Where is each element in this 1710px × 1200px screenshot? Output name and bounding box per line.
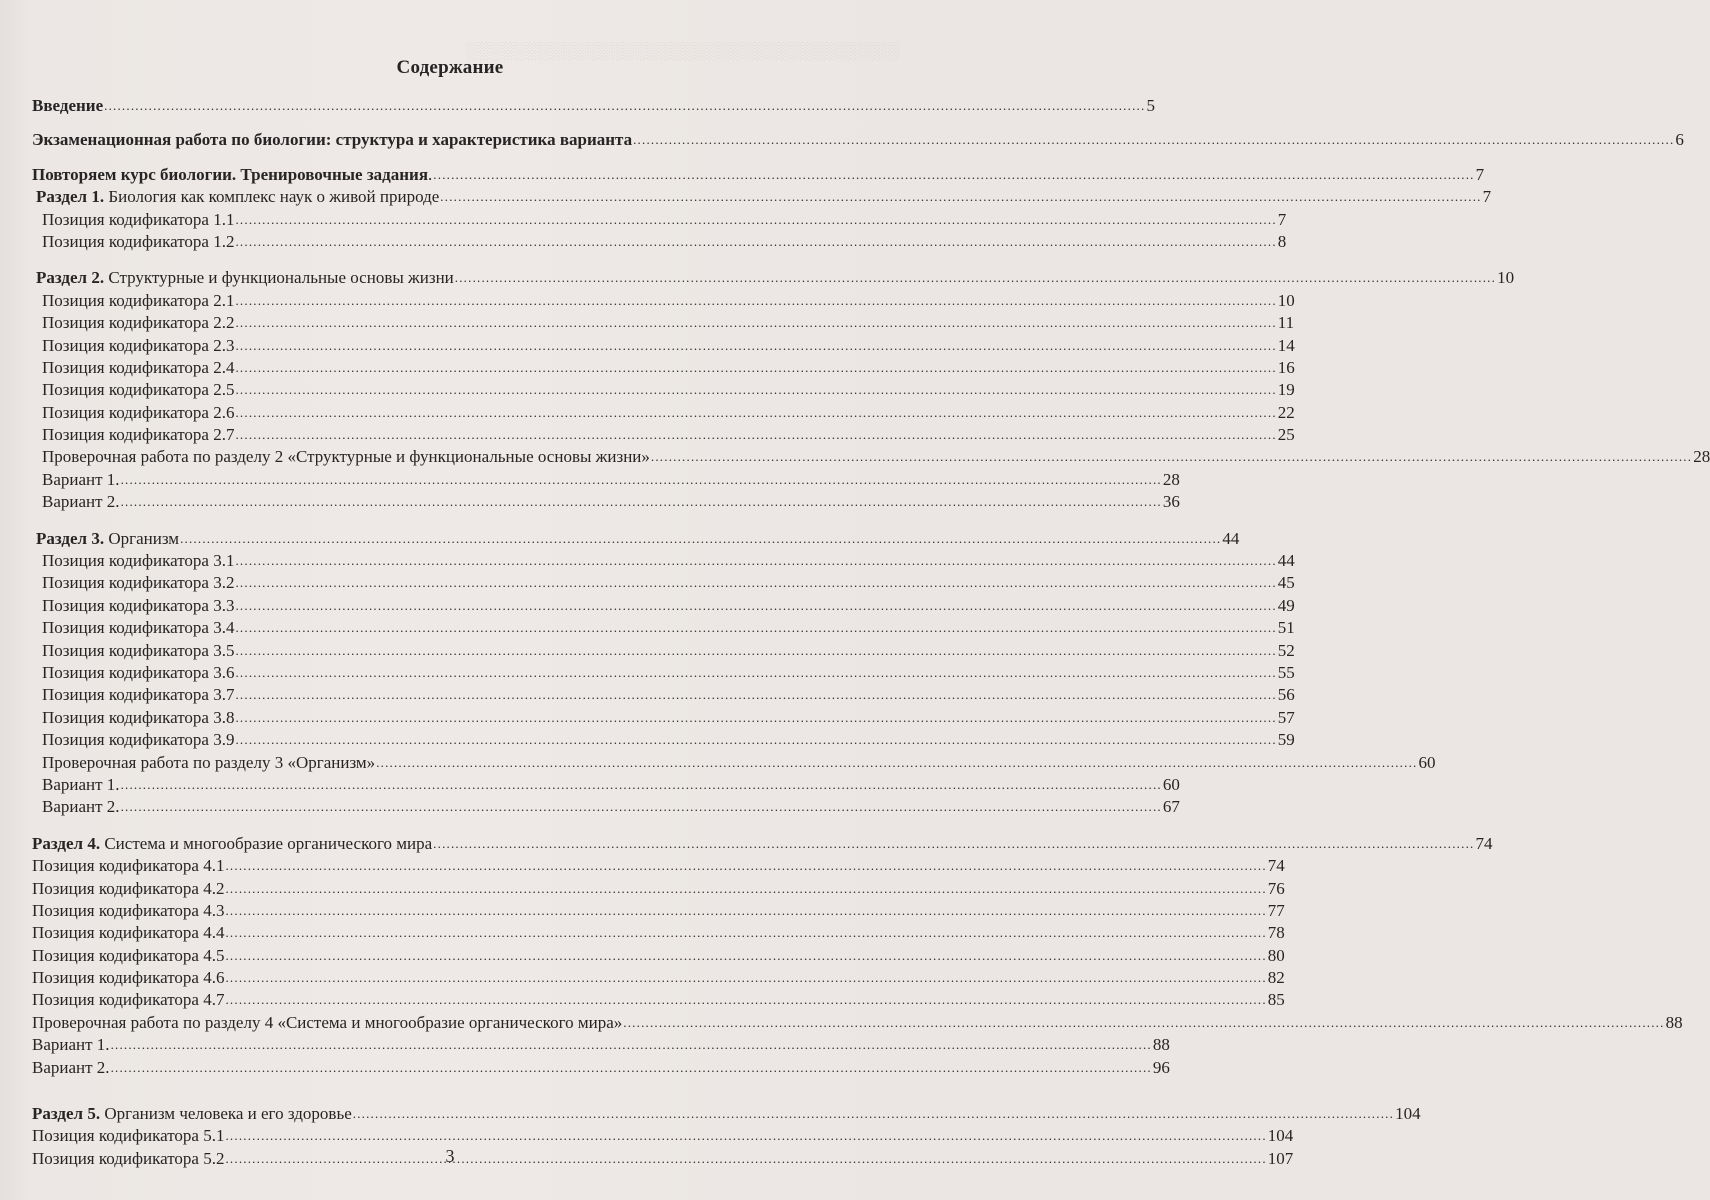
table-of-contents [32,96,1710,1171]
toc-item-label: Позиция кодификатора 3.2 [42,573,235,593]
toc-page-number: 25 [1277,425,1295,445]
section-title: Структурные и функциональные основы жизни [104,268,454,288]
toc-page-number: 85 [1267,990,1285,1010]
leader-dots [104,98,1145,114]
leader-dots [651,449,1692,465]
toc-item-label: Позиция кодификатора 1.2 [42,231,235,251]
toc-item[interactable] [32,290,1295,313]
toc-item[interactable] [32,595,1295,618]
toc-entry-introduction[interactable] [32,96,1155,118]
leader-dots [433,836,1474,852]
toc-item-label: Позиция кодификатора 3.9 [42,730,235,750]
toc-page-number: 6 [1675,130,1684,150]
toc-section-4[interactable] [32,833,1493,856]
toc-page-number: 5 [1146,96,1155,115]
leader-dots [235,575,1276,591]
toc-item[interactable] [32,900,1285,923]
toc-entry-exam-structure[interactable] [32,130,1684,152]
leader-dots [111,1037,1152,1053]
toc-page-number: 7 [1475,164,1485,184]
toc-item-label: Позиция кодификатора 4.3 [32,900,225,920]
toc-page-number: 10 [1277,290,1295,310]
toc-item-label: Вариант 2. [32,1057,110,1077]
leader-dots [111,1060,1152,1076]
toc-page-number: 7 [1277,209,1287,229]
toc-item-label: Позиция кодификатора 3.8 [42,707,235,727]
leader-dots [121,799,1162,815]
toc-item-label: Вариант 1. [42,774,120,794]
section-title: Организм человека и его здоровье [100,1104,352,1124]
toc-item-label: Позиция кодификатора 4.2 [32,878,225,898]
toc-item-label: Позиция кодификатора 3.7 [42,685,235,705]
toc-page-number: 10 [1497,268,1515,288]
toc-page-number: 76 [1267,878,1285,898]
toc-item[interactable] [32,492,1180,514]
leader-dots [225,903,1266,919]
leader-dots [235,405,1276,421]
toc-entry-label: Введение [32,96,104,115]
toc-page-number: 88 [1152,1035,1170,1055]
toc-page-number: 44 [1222,528,1240,548]
reverse-side-bleed-through: ░░░░░░░░░░░░░░░░░░░░░░░░░░░░░░░░░░░░ [466,41,900,60]
toc-item-label: Позиция кодификатора 4.5 [32,945,225,965]
toc-page-number: 60 [1418,752,1436,772]
leader-dots [225,858,1266,874]
toc-item[interactable] [32,335,1295,358]
toc-section-5[interactable] [32,1104,1421,1126]
toc-item-label: Вариант 1. [42,469,120,489]
toc-entry-label: Экзаменационная работа по биологии: структура и характеристика варианта [32,130,633,150]
toc-item-label: Позиция кодификатора 4.1 [32,856,225,876]
toc-page-number: 11 [1277,313,1295,333]
toc-page-number: 19 [1277,380,1295,400]
section-title: Биология как комплекс наук о живой природе [104,187,440,207]
toc-item-label: Позиция кодификатора 3.6 [42,662,235,682]
leader-dots [235,315,1276,331]
toc-item-label: Проверочная работа по разделу 2 «Структурные и функциональные основы жизни» [42,447,650,467]
leader-dots [376,755,1417,771]
toc-item-label: Позиция кодификатора 4.6 [32,968,225,988]
section-number: Раздел 3. [36,528,105,548]
toc-item[interactable] [32,797,1180,819]
toc-item[interactable] [32,313,1295,335]
toc-item[interactable] [32,380,1295,402]
section-title: Система и многообразие органического мира [100,833,433,853]
leader-dots [235,732,1276,748]
toc-page-number: 28 [1693,447,1710,467]
toc-page-number: 88 [1665,1012,1683,1032]
toc-item[interactable] [32,774,1180,797]
toc-page-number: 28 [1162,469,1180,489]
toc-item-label: Позиция кодификатора 5.1 [32,1126,225,1146]
leader-dots [433,167,1474,183]
leader-dots [121,494,1162,510]
toc-page-number: 44 [1277,551,1295,571]
leader-dots [225,881,1266,897]
toc-page-number: 36 [1162,492,1180,512]
toc-page-number: 80 [1267,945,1285,965]
toc-page-number: 107 [1267,1148,1294,1168]
toc-item[interactable] [32,357,1295,380]
leader-dots [235,687,1276,703]
leader-dots [235,382,1276,398]
toc-page-number: 55 [1277,662,1295,682]
toc-entry-label: Повторяем курс биологии. Тренировочные задания [32,164,429,184]
toc-item[interactable] [32,469,1180,492]
toc-item[interactable] [32,1035,1170,1057]
toc-page-number: 59 [1277,730,1295,750]
toc-page-number: 51 [1277,618,1295,638]
toc-page-number: 82 [1267,968,1285,988]
toc-page-number: 7 [1482,187,1492,207]
toc-item[interactable] [32,968,1285,990]
leader-dots [235,427,1276,443]
toc-item[interactable] [32,618,1295,640]
toc-item[interactable] [32,1012,1683,1035]
toc-item-label: Позиция кодификатора 2.1 [42,290,235,310]
section-number: Раздел 2. [36,268,105,288]
toc-page-number: 45 [1277,573,1295,593]
toc-page-number: 77 [1267,900,1285,920]
toc-page-number: 22 [1277,402,1295,422]
toc-entry-training-tasks[interactable] [32,164,1485,187]
toc-item[interactable] [32,707,1295,730]
toc-item-label: Позиция кодификатора 5.2 [32,1148,225,1168]
leader-dots [225,1128,1266,1144]
section-title: Организм [104,528,180,548]
section-number: Раздел 1. [36,187,105,207]
toc-item[interactable] [32,231,1287,254]
toc-page-number: 74 [1475,833,1493,853]
toc-item[interactable] [32,752,1436,775]
section-number: Раздел 5. [32,1104,101,1124]
toc-item-label: Вариант 2. [42,797,120,817]
leader-dots [353,1106,1394,1122]
toc-item[interactable] [32,402,1295,425]
page-title: Содержание [396,57,504,78]
leader-dots [235,212,1276,228]
toc-page-number: 78 [1267,923,1285,943]
toc-page-number: 96 [1152,1057,1170,1077]
toc-section-1[interactable] [32,187,1492,209]
toc-page-number: 60 [1162,774,1180,794]
toc-section-3[interactable] [32,528,1240,551]
toc-item-label: Позиция кодификатора 3.4 [42,618,235,638]
toc-page-number: 104 [1395,1104,1421,1124]
toc-page-number: 8 [1277,231,1287,251]
leader-dots [633,132,1674,148]
section-number: Раздел 4. [32,833,101,853]
leader-dots [225,970,1266,986]
toc-page-number: 16 [1277,357,1295,377]
toc-item[interactable] [32,662,1295,685]
leader-dots [440,189,1481,205]
toc-page-number: 56 [1277,685,1295,705]
toc-item-label: Вариант 1. [32,1035,110,1055]
toc-item-label: Позиция кодификатора 3.1 [42,551,235,571]
leader-dots [180,531,1221,547]
toc-item-label: Проверочная работа по разделу 3 «Организм» [42,752,376,772]
leader-dots [235,338,1276,354]
toc-item-label: Вариант 2. [42,492,120,512]
toc-item[interactable] [32,447,1710,469]
toc-item-label: Позиция кодификатора 2.2 [42,313,235,333]
leader-dots [235,553,1276,569]
leader-dots [235,665,1276,681]
leader-dots [235,710,1276,726]
toc-item[interactable] [32,573,1295,595]
toc-item[interactable] [32,945,1285,968]
toc-page-number: 74 [1267,856,1285,876]
toc-item-label: Позиция кодификатора 2.5 [42,380,235,400]
leader-dots [235,293,1276,309]
toc-page-number: 57 [1277,707,1295,727]
toc-item-label: Позиция кодификатора 4.7 [32,990,225,1010]
toc-item-label: Позиция кодификатора 2.4 [42,357,235,377]
toc-page-number: 49 [1277,595,1295,615]
toc-item[interactable] [32,730,1295,752]
toc-page-number: 52 [1277,640,1295,660]
toc-item[interactable] [32,425,1295,447]
toc-page-number: 14 [1277,335,1295,355]
toc-item-label: Позиция кодификатора 2.6 [42,402,235,422]
toc-item-label: Позиция кодификатора 2.3 [42,335,235,355]
toc-item[interactable] [32,640,1295,663]
leader-dots [121,472,1162,488]
toc-item[interactable] [32,923,1285,945]
toc-item[interactable] [32,685,1295,707]
leader-dots [235,620,1276,636]
leader-dots [455,270,1496,286]
toc-item-label: Позиция кодификатора 3.3 [42,595,235,615]
toc-item[interactable] [32,1057,1170,1080]
toc-item-label: Позиция кодификатора 4.4 [32,923,225,943]
page-number: 3 [445,1146,455,1166]
toc-section-2[interactable] [32,268,1515,290]
toc-item-label: Позиция кодификатора 1.1 [42,209,235,229]
leader-dots [623,1015,1664,1031]
leader-dots [235,234,1276,250]
toc-item-label: Позиция кодификатора 2.7 [42,425,235,445]
leader-dots [225,992,1266,1008]
toc-entry-suffix: . [428,164,433,184]
toc-item[interactable] [32,878,1285,901]
toc-item[interactable] [32,551,1295,573]
toc-page-number: 104 [1267,1126,1294,1146]
toc-item[interactable] [32,209,1287,232]
leader-dots [235,643,1276,659]
toc-item-label: Проверочная работа по разделу 4 «Система и многообразие органического мира» [32,1012,623,1032]
toc-item[interactable] [32,990,1285,1012]
leader-dots [225,948,1266,964]
leader-dots [235,360,1276,376]
leader-dots [225,925,1266,941]
leader-dots [121,777,1162,793]
leader-dots [235,598,1276,614]
toc-page-number: 67 [1162,797,1180,817]
toc-item[interactable] [32,856,1285,878]
toc-item-label: Позиция кодификатора 3.5 [42,640,235,660]
